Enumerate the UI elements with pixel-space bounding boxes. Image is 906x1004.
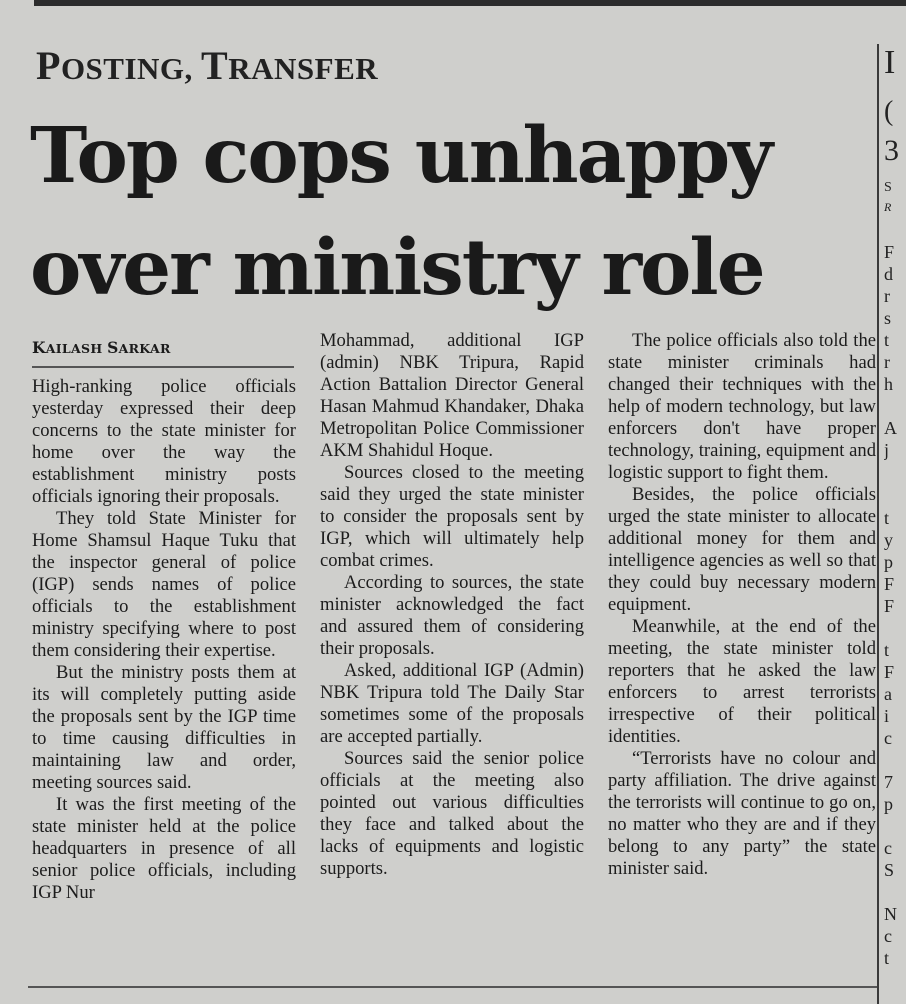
edge-fragment: s — [884, 308, 892, 328]
paragraph: “Terrorists have no colour and party affiliation. The drive against the terrorists will continue to go on, no matter who they are and if they belong to any party” the state minister said. — [608, 748, 876, 879]
edge-fragment: R — [884, 200, 892, 214]
edge-fragment: r — [884, 352, 890, 372]
paragraph: Sources closed to the meeting said they urged the state minister to consider the proposals sent by IGP, which will ultimately help combat crimes. — [320, 462, 584, 571]
edge-fragment: c — [884, 926, 892, 946]
paragraph: They told State Minister for Home Shamsul Haque Tuku that the inspector general of police (IGP) sends names of police officials to the establishment ministry specifying where to post them considering their expertise. — [32, 508, 296, 661]
article-column-2 — [320, 330, 584, 880]
edge-fragment: F — [884, 662, 895, 682]
headline-line-1: Top cops unhappy — [30, 111, 771, 201]
edge-fragment: N — [884, 904, 897, 924]
article-column-3 — [608, 330, 876, 880]
edge-fragment: c — [884, 838, 892, 858]
byline-rule — [32, 366, 294, 368]
edge-fragment: t — [884, 948, 890, 968]
edge-fragment: ( — [884, 96, 894, 127]
edge-fragment: 3 — [884, 134, 899, 167]
paragraph: According to sources, the state minister acknowledged the fact and assured them of considering their proposals. — [320, 572, 584, 659]
paragraph: Meanwhile, at the end of the meeting, the state minister told reporters that he asked the law enforcers to arrest terrorists irrespective of their political identities. — [608, 616, 876, 747]
article-column-1 — [32, 376, 296, 904]
edge-fragment: r — [884, 286, 890, 306]
edge-fragment: t — [884, 640, 890, 660]
paragraph: High-ranking police officials yesterday expressed their deep concerns to the state minister for home over the way the establishment ministry posts officials ignoring their proposals. — [32, 376, 296, 507]
edge-fragment: S — [884, 180, 892, 195]
edge-fragment: S — [884, 860, 895, 880]
edge-fragment: I — [884, 44, 896, 81]
edge-fragment: i — [884, 706, 890, 726]
paragraph: Sources said the senior police officials at the meeting also pointed out various difficulties they face and talked about the lacks of equipments and logistic supports. — [320, 748, 584, 879]
edge-fragment: A — [884, 418, 897, 438]
edge-fragment: d — [884, 264, 893, 284]
edge-fragment: y — [884, 530, 893, 550]
edge-fragment: j — [884, 440, 890, 460]
paragraph: It was the first meeting of the state minister held at the police headquarters in presence of all senior police officials, including IGP Nur — [32, 794, 296, 903]
edge-fragment: F — [884, 596, 895, 616]
paragraph: Besides, the police officials urged the state minister to allocate additional money for them and intelligence agencies as well so that they could buy necessary modern equipment. — [608, 484, 876, 615]
headline-line-2: over ministry role — [30, 223, 764, 313]
edge-fragment: F — [884, 242, 895, 262]
edge-fragment: c — [884, 728, 892, 748]
edge-fragment: F — [884, 574, 895, 594]
paragraph: But the ministry posts them at its will completely putting aside the proposals sent by the IGP time to time causing difficulties in maintaining law and order, meeting sources said. — [32, 662, 296, 793]
edge-fragment: t — [884, 330, 890, 350]
byline: KAILASH SARKAR — [32, 338, 171, 357]
edge-fragment: a — [884, 684, 892, 704]
edge-fragment: p — [884, 552, 893, 572]
edge-fragment: h — [884, 374, 893, 394]
bottom-rule — [28, 986, 877, 988]
paragraph: Mohammad, additional IGP (admin) NBK Tripura, Rapid Action Battalion Director General Hasan Mahmud Khandaker, Dhaka Metropolitan Police Commissioner AKM Shahidul Hoque. — [320, 330, 584, 461]
paragraph: The police officials also told the state minister criminals had changed their techniques with the help of modern technology, but law enforcers don't have proper technology, training, equipment and logistic support to fight them. — [608, 330, 876, 483]
paragraph: Asked, additional IGP (Admin) NBK Tripura told The Daily Star sometimes some of the proposals are accepted partially. — [320, 660, 584, 747]
edge-fragment: 7 — [884, 772, 893, 792]
headline — [30, 100, 880, 324]
top-rule — [34, 0, 906, 6]
section-kicker: POSTING, TRANSFER — [36, 43, 379, 88]
edge-fragment: t — [884, 508, 890, 528]
edge-fragment: p — [884, 794, 893, 814]
